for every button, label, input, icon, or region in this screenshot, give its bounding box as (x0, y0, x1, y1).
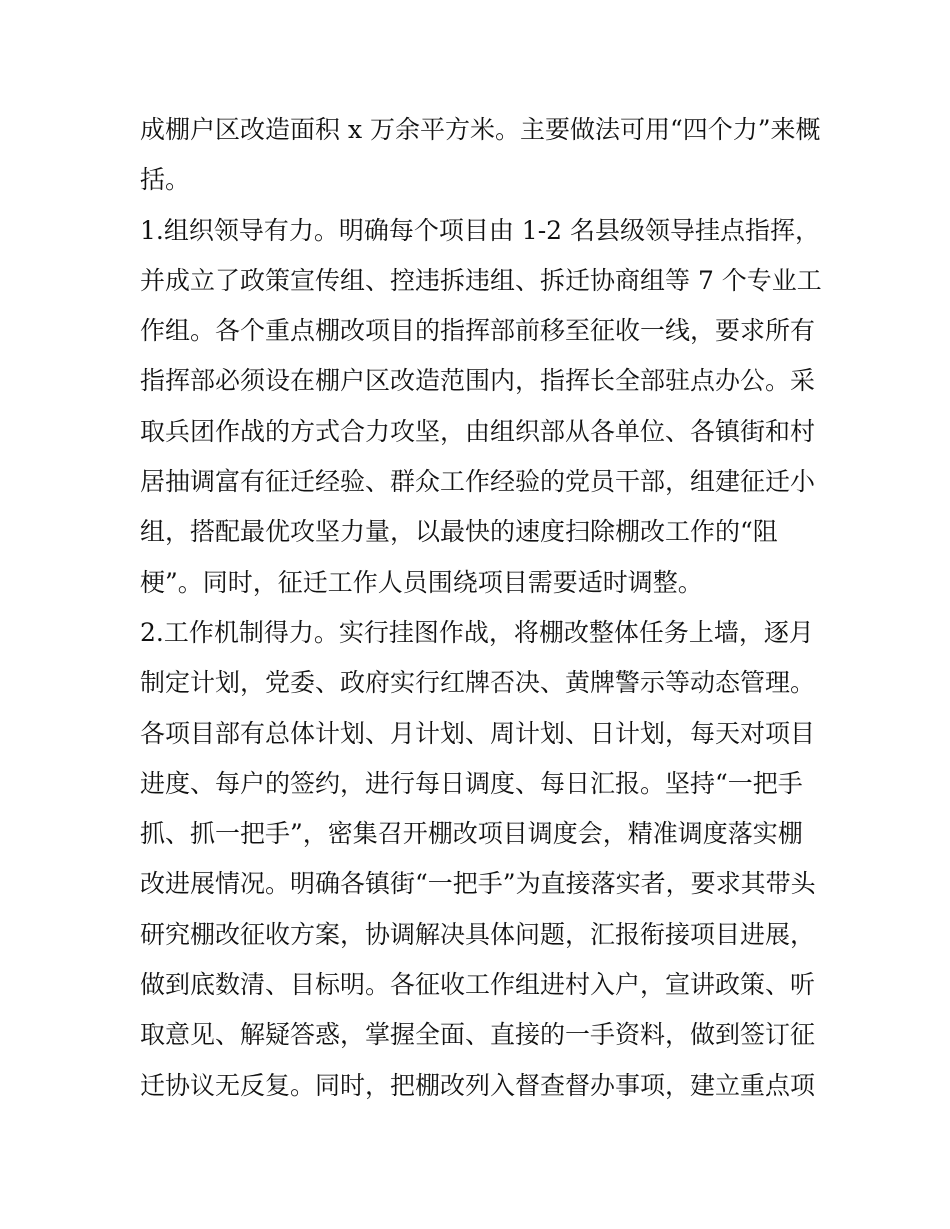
text-line: 改进展情况。明确各镇街“一把手”为直接落实者，要求其带头 (140, 869, 816, 899)
text-line: 抓、抓一把手”，密集召开棚改项目调度会，精准调度落实棚 (140, 819, 803, 849)
text-line: 1.组织领导有力。明确每个项目由 1-2 名县级领导挂点指挥， (140, 215, 821, 245)
text-line: 成棚户区改造面积 x 万余平方米。主要做法可用“四个力”来概 (140, 115, 821, 144)
text-line: 做到底数清、目标明。各征收工作组进村入户，宣讲政策、听 (140, 970, 816, 1000)
text-line: 指挥部必须设在棚户区改造范围内，指挥长全部驻点办公。采 (140, 366, 816, 396)
text-line: 2.工作机制得力。实行挂图作战，将棚改整体任务上墙，逐月 (140, 617, 814, 647)
text-line: 并成立了政策宣传组、控违拆违组、拆迁协商组等 7 个专业工 (140, 265, 822, 295)
text-line: 作组。各个重点棚改项目的指挥部前移至征收一线，要求所有 (140, 316, 816, 346)
text-line: 居抽调富有征迁经验、群众工作经验的党员干部，组建征迁小 (140, 467, 816, 497)
document-body (140, 105, 820, 1111)
text-line: 研究棚改征收方案，协调解决具体问题，汇报衔接项目进展， (140, 919, 816, 949)
text-line: 组，搭配最优攻坚力量，以最快的速度扫除棚改工作的“阻 (140, 517, 778, 547)
text-line: 梗”。同时，征迁工作人员围绕项目需要适时调整。 (140, 567, 703, 597)
text-line: 迁协议无反复。同时，把棚改列入督查督办事项，建立重点项 (140, 1070, 816, 1100)
text-line: 制定计划，党委、政府实行红牌否决、黄牌警示等动态管理。 (140, 668, 816, 698)
text-line: 取兵团作战的方式合力攻坚，由组织部从各单位、各镇街和村 (140, 416, 816, 446)
text-line: 取意见、解疑答惑，掌握全面、直接的一手资料，做到签订征 (140, 1020, 816, 1050)
text-line: 各项目部有总体计划、月计划、周计划、日计划，每天对项目 (140, 718, 816, 748)
text-line: 括。 (140, 165, 191, 195)
text-line: 进度、每户的签约，进行每日调度、每日汇报。坚持“一把手 (140, 768, 803, 798)
